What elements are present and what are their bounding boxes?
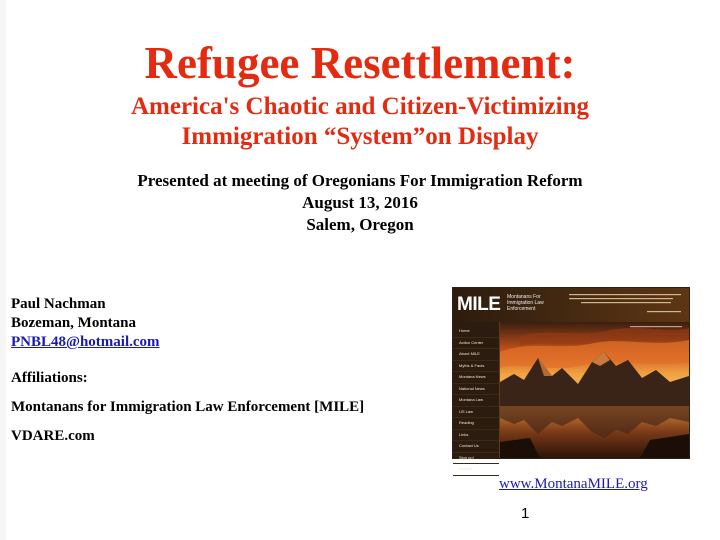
nav-item: Donate <box>453 464 499 476</box>
slide-title: Refugee Resettlement: <box>144 38 576 88</box>
presentation-info <box>0 170 720 236</box>
author-name: Paul Nachman <box>11 296 106 312</box>
affiliation-vdare: VDARE.com <box>11 428 95 444</box>
quote-text-lines <box>569 293 685 319</box>
page-number: 1 <box>521 505 530 522</box>
presentation-date: August 13, 2016 <box>302 193 418 212</box>
affiliation-mile: Montanans for Immigration Law Enforcement [MILE] <box>11 399 365 415</box>
nav-item: Sign up! <box>453 453 499 465</box>
slide-subtitle <box>0 92 720 152</box>
presented-at: Presented at meeting of Oregonians For Immigration Reform <box>137 171 583 190</box>
website-org-name: Montanans For Immigration Law Enforcement <box>507 294 544 312</box>
nav-item: Action Center <box>453 338 499 350</box>
nav-item: Contact Us <box>453 441 499 453</box>
affiliations-label: Affiliations: <box>11 370 88 386</box>
nav-item: Myths & Facts <box>453 361 499 373</box>
nav-item: About MILE <box>453 349 499 361</box>
subtitle-line-2: Immigration “System”on Display <box>181 123 539 150</box>
mile-logo: MILE <box>457 294 501 315</box>
nav-item: National News <box>453 384 499 396</box>
nav-item: Montana News <box>453 372 499 384</box>
subtitle-line-1: America's Chaotic and Citizen-Victimizing <box>130 93 590 120</box>
nav-item: Links <box>453 430 499 442</box>
presentation-location: Salem, Oregon <box>306 215 414 234</box>
website-nav <box>453 322 500 471</box>
website-quote <box>569 293 685 320</box>
author-location: Bozeman, Montana <box>11 315 136 331</box>
nav-item: Home <box>453 326 499 338</box>
nav-item: Montana Law <box>453 395 499 407</box>
author-block <box>11 295 160 352</box>
author-email-link[interactable]: PNBL48@hotmail.com <box>11 334 160 350</box>
nav-item: US Law <box>453 407 499 419</box>
website-screenshot <box>453 288 689 471</box>
mountain-lake-sunset-photo <box>500 322 689 458</box>
affiliations-block <box>11 368 364 455</box>
website-header <box>453 288 689 322</box>
nav-item: Reading <box>453 418 499 430</box>
website-url-link[interactable]: www.MontanaMILE.org <box>499 476 648 492</box>
